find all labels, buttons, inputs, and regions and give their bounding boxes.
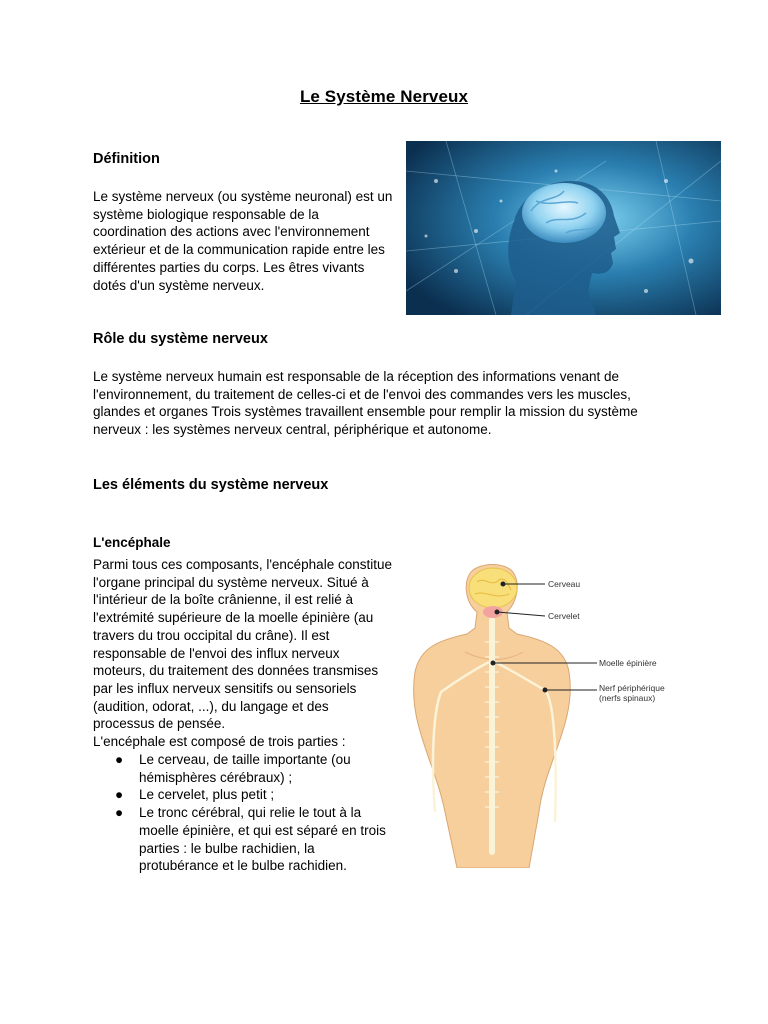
definition-text: Le système nerveux (ou système neuronal) est un système biologique responsable de la coordination des actions avec l'environnement extérieur et de la communication rapide entre les différentes parties du corps. Les êtres vivants dotés d'un système nerveux. [93,189,393,293]
encephale-text: Parmi tous ces composants, l'encéphale constitue l'organe principal du système nerveux. Situé à l'intérieur de la boîte crânienne, il est relié à l'extrémité supérieure de la moelle épinière (au travers du trou occipital du crâne). Il est responsable de l'envoi des influx nerveux moteurs, du traitement des données transmises par les influx nerveux sensitifs ou sensoriels (audition, odorat, ...), du langage et des processus de pensée. [93,557,392,732]
page-title: Le Système Nerveux [299,87,469,106]
list-item: ● Le cervelet, plus petit ; [115,787,275,803]
bullet-icon: ● [115,752,124,767]
encephale-heading: L'encéphale [93,535,171,550]
bullet-icon: ● [115,805,124,821]
bullet-icon: ● [115,787,124,803]
label-moelle: Moelle épinière [599,658,657,668]
list-item: ● Le cerveau, de taille importante (ou hémisphères cérébraux) ; [115,752,351,785]
encephale-parts-list [93,751,393,875]
role-text: Le système nerveux humain est responsable de la réception des informations venant de l'environnement, du traitement de celles-ci et de l'envoi des commandes vers les muscles, glandes et organes Trois systèmes travaillent ensemble pour remplir la mission du système nerveux : les systèmes nerveux central, périphérique et autonome. [93,369,638,438]
label-nerf: Nerf périphérique [599,683,665,693]
nervous-system-diagram [405,562,715,868]
elements-heading: Les éléments du système nerveux [93,477,329,493]
encephale-intro: L'encéphale est composé de trois parties : [93,734,346,749]
label-cervelet: Cervelet [548,611,580,621]
list-item: ● Le tronc cérébral, qui relie le tout à la moelle épinière, et qui est séparé en trois parties : le bulbe rachidien, la protubérance et le bulbe rachidien. [115,805,386,874]
brain-illustration [406,141,721,315]
role-heading: Rôle du système nerveux [93,331,268,347]
label-nerfs-spinaux: (nerfs spinaux) [599,693,656,703]
definition-heading: Définition [93,151,160,167]
label-cerveau: Cerveau [548,579,581,589]
